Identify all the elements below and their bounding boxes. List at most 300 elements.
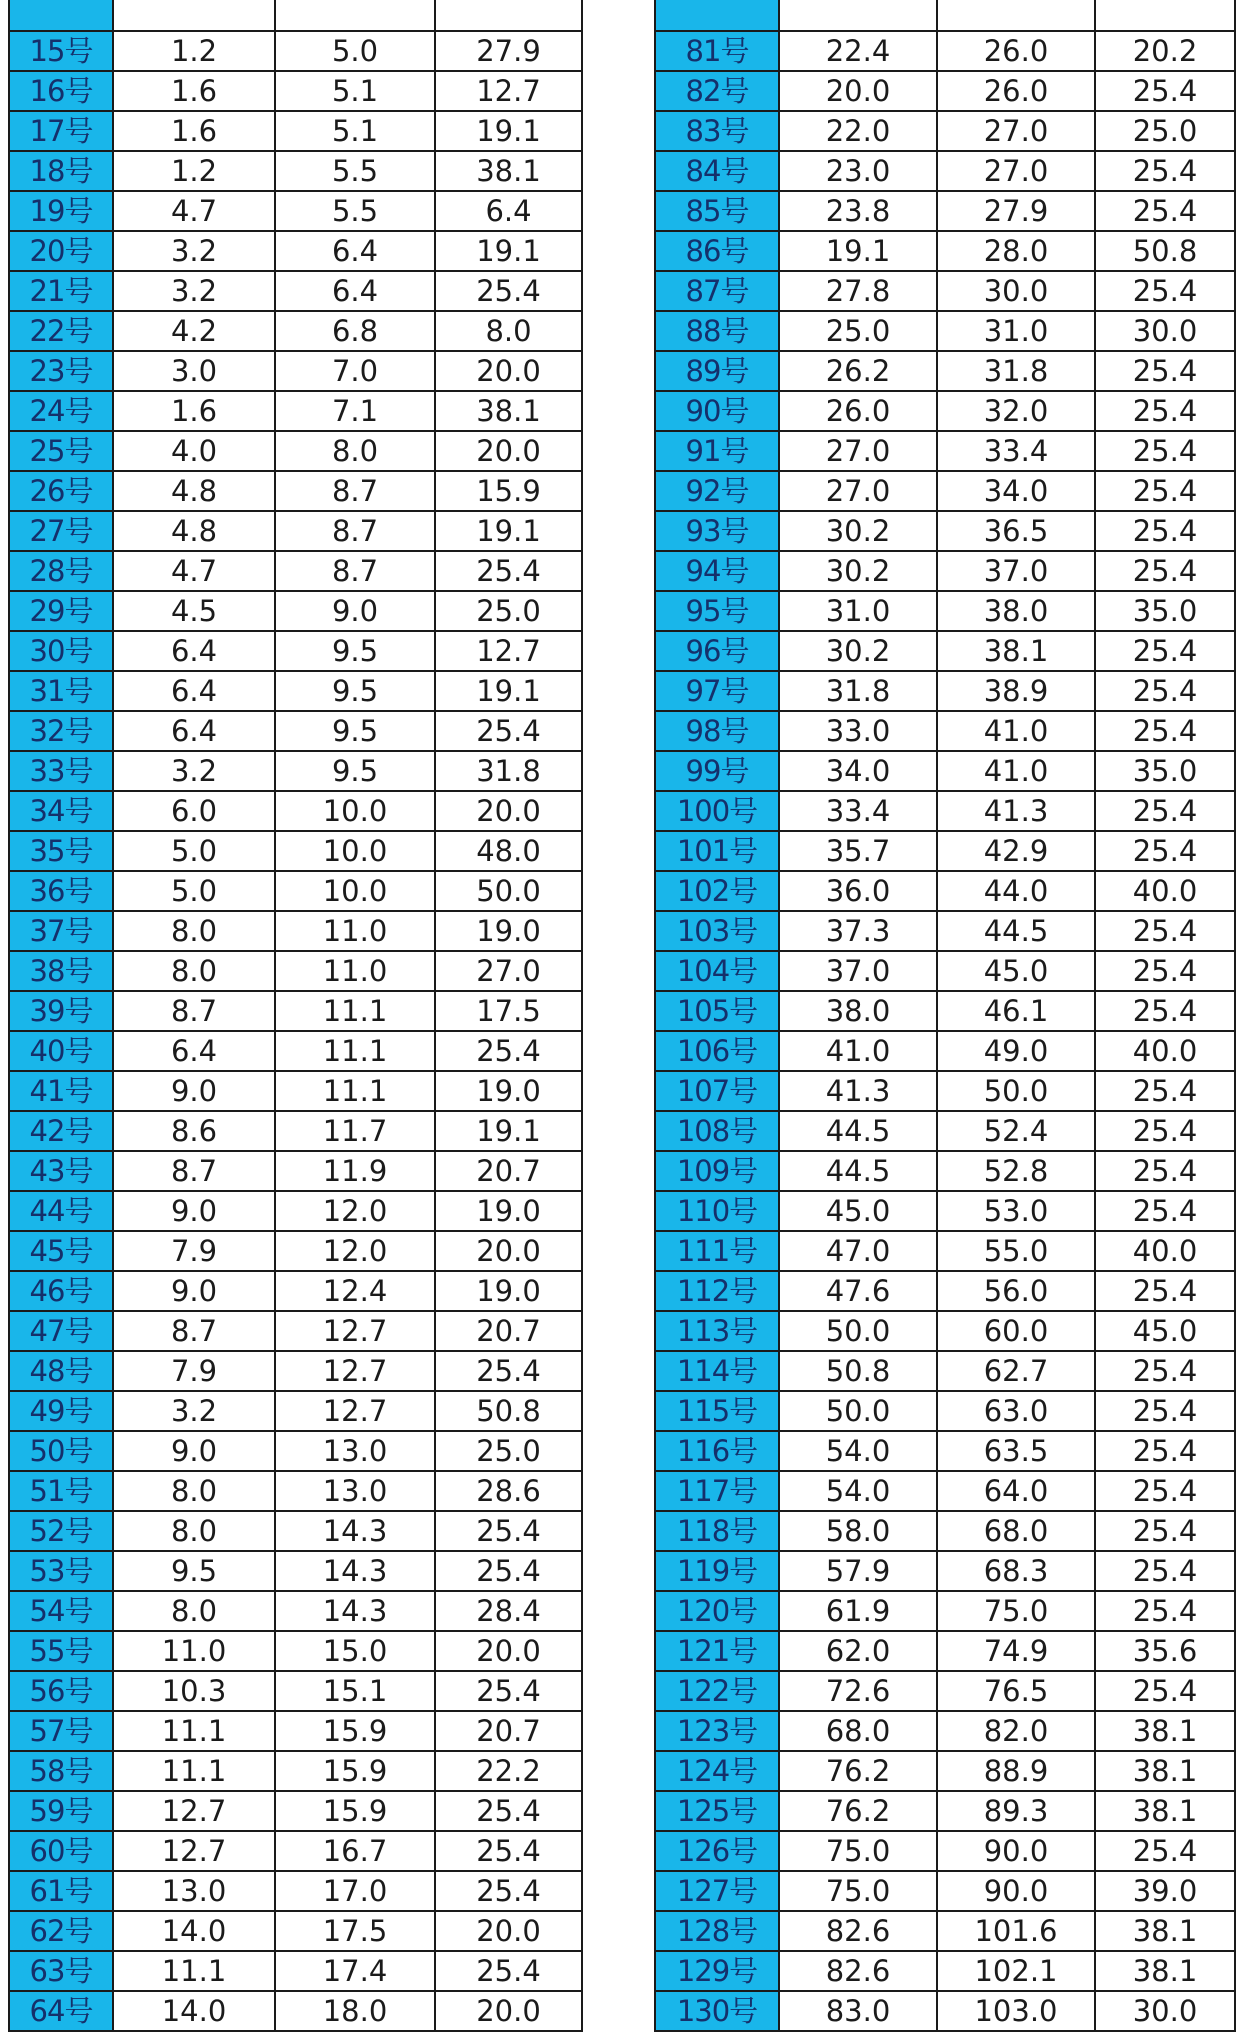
dimension-cell[interactable]: 40.0 xyxy=(1095,871,1235,911)
size-number-cell[interactable]: 117号 xyxy=(655,1471,779,1511)
dimension-cell[interactable]: 50.0 xyxy=(435,871,582,911)
size-number-cell[interactable]: 29号 xyxy=(9,591,113,631)
dimension-cell[interactable]: 50.8 xyxy=(435,1391,582,1431)
dimension-cell[interactable]: 27.0 xyxy=(779,471,937,511)
size-number-cell[interactable]: 91号 xyxy=(655,431,779,471)
dimension-cell[interactable]: 25.4 xyxy=(1095,951,1235,991)
dimension-cell[interactable]: 8.0 xyxy=(113,1471,275,1511)
size-number-cell[interactable]: 105号 xyxy=(655,991,779,1031)
dimension-cell[interactable]: 82.6 xyxy=(779,1911,937,1951)
dimension-cell[interactable]: 25.4 xyxy=(1095,1111,1235,1151)
size-number-cell[interactable] xyxy=(9,0,113,31)
dimension-cell[interactable]: 6.4 xyxy=(275,231,435,271)
dimension-cell[interactable]: 6.4 xyxy=(113,1031,275,1071)
dimension-cell[interactable]: 17.0 xyxy=(275,1871,435,1911)
size-number-cell[interactable]: 100号 xyxy=(655,791,779,831)
dimension-cell[interactable]: 25.4 xyxy=(435,1031,582,1071)
dimension-cell[interactable]: 45.0 xyxy=(937,951,1095,991)
size-number-cell[interactable]: 41号 xyxy=(9,1071,113,1111)
dimension-cell[interactable]: 44.5 xyxy=(779,1151,937,1191)
dimension-cell[interactable]: 9.5 xyxy=(113,1551,275,1591)
dimension-cell[interactable]: 27.0 xyxy=(937,111,1095,151)
dimension-cell[interactable]: 20.2 xyxy=(1095,31,1235,71)
dimension-cell[interactable]: 25.4 xyxy=(435,711,582,751)
dimension-cell[interactable]: 5.0 xyxy=(113,831,275,871)
dimension-cell[interactable]: 17.5 xyxy=(275,1911,435,1951)
dimension-cell[interactable]: 9.5 xyxy=(275,711,435,751)
size-number-cell[interactable]: 18号 xyxy=(9,151,113,191)
dimension-cell[interactable]: 8.6 xyxy=(113,1111,275,1151)
size-number-cell[interactable]: 92号 xyxy=(655,471,779,511)
dimension-cell[interactable]: 20.0 xyxy=(435,1631,582,1671)
dimension-cell[interactable]: 6.0 xyxy=(113,791,275,831)
dimension-cell[interactable]: 25.4 xyxy=(435,1951,582,1991)
dimension-cell[interactable]: 1.2 xyxy=(113,151,275,191)
dimension-cell[interactable]: 25.4 xyxy=(1095,1431,1235,1471)
dimension-cell[interactable]: 63.5 xyxy=(937,1431,1095,1471)
dimension-cell[interactable]: 27.9 xyxy=(937,191,1095,231)
dimension-cell[interactable]: 44.0 xyxy=(937,871,1095,911)
dimension-cell[interactable]: 8.7 xyxy=(275,511,435,551)
size-number-cell[interactable]: 87号 xyxy=(655,271,779,311)
dimension-cell[interactable]: 19.1 xyxy=(435,231,582,271)
dimension-cell[interactable]: 12.7 xyxy=(113,1831,275,1871)
dimension-cell[interactable]: 38.1 xyxy=(1095,1951,1235,1991)
dimension-cell[interactable]: 1.6 xyxy=(113,111,275,151)
size-number-cell[interactable]: 62号 xyxy=(9,1911,113,1951)
size-number-cell[interactable]: 111号 xyxy=(655,1231,779,1271)
dimension-cell[interactable]: 20.0 xyxy=(435,351,582,391)
dimension-cell[interactable]: 35.7 xyxy=(779,831,937,871)
dimension-cell[interactable]: 22.0 xyxy=(779,111,937,151)
dimension-cell[interactable]: 25.4 xyxy=(1095,1151,1235,1191)
dimension-cell[interactable]: 31.8 xyxy=(779,671,937,711)
size-number-cell[interactable]: 28号 xyxy=(9,551,113,591)
size-number-cell[interactable]: 106号 xyxy=(655,1031,779,1071)
size-number-cell[interactable]: 54号 xyxy=(9,1591,113,1631)
size-number-cell[interactable]: 24号 xyxy=(9,391,113,431)
dimension-cell[interactable]: 15.9 xyxy=(275,1791,435,1831)
size-number-cell[interactable]: 86号 xyxy=(655,231,779,271)
dimension-cell[interactable]: 6.4 xyxy=(113,631,275,671)
dimension-cell[interactable]: 8.0 xyxy=(113,951,275,991)
dimension-cell[interactable]: 7.0 xyxy=(275,351,435,391)
dimension-cell[interactable]: 38.1 xyxy=(435,151,582,191)
dimension-cell[interactable]: 39.0 xyxy=(1095,1871,1235,1911)
dimension-cell[interactable]: 15.0 xyxy=(275,1631,435,1671)
size-number-cell[interactable]: 64号 xyxy=(9,1991,113,2031)
dimension-cell[interactable]: 45.0 xyxy=(779,1191,937,1231)
dimension-cell[interactable]: 25.4 xyxy=(1095,1591,1235,1631)
dimension-cell[interactable]: 9.0 xyxy=(113,1271,275,1311)
dimension-cell[interactable]: 89.3 xyxy=(937,1791,1095,1831)
dimension-cell[interactable]: 25.0 xyxy=(779,311,937,351)
dimension-cell[interactable] xyxy=(275,0,435,31)
dimension-cell[interactable]: 25.4 xyxy=(1095,151,1235,191)
dimension-cell[interactable]: 10.3 xyxy=(113,1671,275,1711)
dimension-cell[interactable]: 28.6 xyxy=(435,1471,582,1511)
dimension-cell[interactable]: 15.1 xyxy=(275,1671,435,1711)
size-number-cell[interactable]: 44号 xyxy=(9,1191,113,1231)
dimension-cell[interactable]: 25.4 xyxy=(1095,511,1235,551)
dimension-cell[interactable]: 25.4 xyxy=(1095,1391,1235,1431)
size-number-cell[interactable]: 94号 xyxy=(655,551,779,591)
dimension-cell[interactable]: 50.0 xyxy=(779,1391,937,1431)
size-number-cell[interactable]: 98号 xyxy=(655,711,779,751)
dimension-cell[interactable]: 11.1 xyxy=(113,1751,275,1791)
size-number-cell[interactable]: 119号 xyxy=(655,1551,779,1591)
size-number-cell[interactable]: 88号 xyxy=(655,311,779,351)
size-number-cell[interactable]: 121号 xyxy=(655,1631,779,1671)
dimension-cell[interactable]: 3.2 xyxy=(113,271,275,311)
size-number-cell[interactable]: 99号 xyxy=(655,751,779,791)
dimension-cell[interactable]: 82.6 xyxy=(779,1951,937,1991)
size-number-cell[interactable]: 35号 xyxy=(9,831,113,871)
dimension-cell[interactable]: 27.8 xyxy=(779,271,937,311)
dimension-cell[interactable]: 25.4 xyxy=(435,1511,582,1551)
dimension-cell[interactable]: 102.1 xyxy=(937,1951,1095,1991)
dimension-cell[interactable]: 4.8 xyxy=(113,471,275,511)
dimension-cell[interactable]: 10.0 xyxy=(275,791,435,831)
dimension-cell[interactable]: 88.9 xyxy=(937,1751,1095,1791)
size-number-cell[interactable]: 90号 xyxy=(655,391,779,431)
dimension-cell[interactable]: 11.7 xyxy=(275,1111,435,1151)
dimension-cell[interactable]: 53.0 xyxy=(937,1191,1095,1231)
dimension-cell[interactable]: 37.0 xyxy=(937,551,1095,591)
dimension-cell[interactable]: 11.0 xyxy=(275,951,435,991)
dimension-cell[interactable]: 5.5 xyxy=(275,151,435,191)
dimension-cell[interactable]: 75.0 xyxy=(779,1871,937,1911)
size-number-cell[interactable]: 93号 xyxy=(655,511,779,551)
dimension-cell[interactable]: 28.4 xyxy=(435,1591,582,1631)
size-number-cell[interactable]: 23号 xyxy=(9,351,113,391)
dimension-cell[interactable]: 101.6 xyxy=(937,1911,1095,1951)
size-number-cell[interactable]: 17号 xyxy=(9,111,113,151)
size-number-cell[interactable]: 107号 xyxy=(655,1071,779,1111)
dimension-cell[interactable]: 50.8 xyxy=(1095,231,1235,271)
dimension-cell[interactable]: 3.2 xyxy=(113,1391,275,1431)
dimension-cell[interactable]: 27.0 xyxy=(435,951,582,991)
size-number-cell[interactable]: 43号 xyxy=(9,1151,113,1191)
dimension-cell[interactable]: 1.6 xyxy=(113,71,275,111)
dimension-cell[interactable]: 19.1 xyxy=(779,231,937,271)
dimension-cell[interactable]: 57.9 xyxy=(779,1551,937,1591)
size-number-cell[interactable]: 39号 xyxy=(9,991,113,1031)
size-number-cell[interactable]: 123号 xyxy=(655,1711,779,1751)
dimension-cell[interactable]: 14.0 xyxy=(113,1991,275,2031)
dimension-cell[interactable]: 10.0 xyxy=(275,871,435,911)
dimension-cell[interactable]: 8.0 xyxy=(113,911,275,951)
dimension-cell[interactable]: 30.0 xyxy=(1095,1991,1235,2031)
dimension-cell[interactable]: 19.0 xyxy=(435,911,582,951)
size-number-cell[interactable]: 31号 xyxy=(9,671,113,711)
dimension-cell[interactable]: 68.0 xyxy=(779,1711,937,1751)
dimension-cell[interactable]: 76.2 xyxy=(779,1791,937,1831)
size-number-cell[interactable]: 49号 xyxy=(9,1391,113,1431)
dimension-cell[interactable]: 20.0 xyxy=(435,1991,582,2031)
size-number-cell[interactable]: 32号 xyxy=(9,711,113,751)
size-number-cell[interactable]: 118号 xyxy=(655,1511,779,1551)
dimension-cell[interactable]: 9.0 xyxy=(113,1191,275,1231)
dimension-cell[interactable]: 25.4 xyxy=(435,551,582,591)
dimension-cell[interactable]: 72.6 xyxy=(779,1671,937,1711)
dimension-cell[interactable]: 31.0 xyxy=(937,311,1095,351)
dimension-cell[interactable]: 17.5 xyxy=(435,991,582,1031)
dimension-cell[interactable]: 25.4 xyxy=(1095,1551,1235,1591)
size-number-cell[interactable]: 36号 xyxy=(9,871,113,911)
dimension-cell[interactable]: 25.4 xyxy=(1095,1511,1235,1551)
dimension-cell[interactable] xyxy=(113,0,275,31)
dimension-cell[interactable]: 8.7 xyxy=(113,1311,275,1351)
dimension-cell[interactable]: 1.6 xyxy=(113,391,275,431)
dimension-cell[interactable]: 19.0 xyxy=(435,1191,582,1231)
dimension-cell[interactable]: 18.0 xyxy=(275,1991,435,2031)
size-number-cell[interactable]: 97号 xyxy=(655,671,779,711)
dimension-cell[interactable]: 25.4 xyxy=(435,271,582,311)
dimension-cell[interactable]: 52.8 xyxy=(937,1151,1095,1191)
size-number-cell[interactable]: 63号 xyxy=(9,1951,113,1991)
dimension-cell[interactable]: 25.4 xyxy=(1095,1671,1235,1711)
dimension-cell[interactable]: 6.4 xyxy=(113,671,275,711)
size-number-cell[interactable]: 122号 xyxy=(655,1671,779,1711)
dimension-cell[interactable]: 13.0 xyxy=(275,1431,435,1471)
dimension-cell[interactable]: 20.7 xyxy=(435,1311,582,1351)
dimension-cell[interactable]: 103.0 xyxy=(937,1991,1095,2031)
dimension-cell[interactable]: 16.7 xyxy=(275,1831,435,1871)
dimension-cell[interactable]: 62.7 xyxy=(937,1351,1095,1391)
dimension-cell[interactable]: 15.9 xyxy=(435,471,582,511)
dimension-cell[interactable]: 4.7 xyxy=(113,191,275,231)
dimension-cell[interactable]: 28.0 xyxy=(937,231,1095,271)
dimension-cell[interactable]: 12.7 xyxy=(435,71,582,111)
size-number-cell[interactable]: 127号 xyxy=(655,1871,779,1911)
dimension-cell[interactable]: 20.7 xyxy=(435,1151,582,1191)
size-number-cell[interactable]: 81号 xyxy=(655,31,779,71)
dimension-cell[interactable]: 20.0 xyxy=(779,71,937,111)
dimension-cell[interactable]: 8.0 xyxy=(435,311,582,351)
size-number-cell[interactable]: 115号 xyxy=(655,1391,779,1431)
dimension-cell[interactable]: 25.4 xyxy=(1095,671,1235,711)
dimension-cell[interactable]: 25.4 xyxy=(1095,631,1235,671)
dimension-cell[interactable]: 25.4 xyxy=(1095,1271,1235,1311)
dimension-cell[interactable]: 11.1 xyxy=(113,1711,275,1751)
dimension-cell[interactable]: 19.1 xyxy=(435,1111,582,1151)
dimension-cell[interactable]: 12.7 xyxy=(275,1311,435,1351)
dimension-cell[interactable]: 38.0 xyxy=(779,991,937,1031)
size-number-cell[interactable]: 42号 xyxy=(9,1111,113,1151)
dimension-cell[interactable]: 61.9 xyxy=(779,1591,937,1631)
size-number-cell[interactable]: 109号 xyxy=(655,1151,779,1191)
dimension-cell[interactable]: 25.4 xyxy=(1095,791,1235,831)
dimension-cell[interactable]: 33.4 xyxy=(779,791,937,831)
dimension-cell[interactable]: 30.0 xyxy=(937,271,1095,311)
size-number-cell[interactable]: 27号 xyxy=(9,511,113,551)
size-number-cell[interactable]: 58号 xyxy=(9,1751,113,1791)
dimension-cell[interactable]: 41.0 xyxy=(937,711,1095,751)
dimension-cell[interactable]: 54.0 xyxy=(779,1471,937,1511)
dimension-cell[interactable]: 12.0 xyxy=(275,1191,435,1231)
dimension-cell[interactable]: 26.0 xyxy=(937,71,1095,111)
size-number-cell[interactable]: 60号 xyxy=(9,1831,113,1871)
size-number-cell[interactable]: 47号 xyxy=(9,1311,113,1351)
dimension-cell[interactable]: 47.0 xyxy=(779,1231,937,1271)
dimension-cell[interactable]: 25.4 xyxy=(1095,1471,1235,1511)
dimension-cell[interactable]: 25.4 xyxy=(1095,471,1235,511)
dimension-cell[interactable]: 83.0 xyxy=(779,1991,937,2031)
dimension-cell[interactable]: 52.4 xyxy=(937,1111,1095,1151)
dimension-cell[interactable]: 11.0 xyxy=(275,911,435,951)
size-number-cell[interactable]: 21号 xyxy=(9,271,113,311)
dimension-cell[interactable]: 11.1 xyxy=(275,1031,435,1071)
dimension-cell[interactable]: 27.0 xyxy=(937,151,1095,191)
dimension-cell[interactable]: 60.0 xyxy=(937,1311,1095,1351)
dimension-cell[interactable]: 64.0 xyxy=(937,1471,1095,1511)
size-number-cell[interactable]: 82号 xyxy=(655,71,779,111)
size-number-cell[interactable]: 125号 xyxy=(655,1791,779,1831)
dimension-cell[interactable]: 12.0 xyxy=(275,1231,435,1271)
size-number-cell[interactable]: 45号 xyxy=(9,1231,113,1271)
size-number-cell[interactable]: 103号 xyxy=(655,911,779,951)
dimension-cell[interactable]: 68.0 xyxy=(937,1511,1095,1551)
dimension-cell[interactable]: 20.0 xyxy=(435,791,582,831)
dimension-cell[interactable]: 82.0 xyxy=(937,1711,1095,1751)
dimension-cell[interactable]: 41.0 xyxy=(937,751,1095,791)
dimension-cell[interactable]: 25.4 xyxy=(1095,1831,1235,1871)
dimension-cell[interactable]: 41.3 xyxy=(779,1071,937,1111)
dimension-cell[interactable]: 6.4 xyxy=(113,711,275,751)
dimension-cell[interactable]: 25.4 xyxy=(435,1871,582,1911)
dimension-cell[interactable]: 7.1 xyxy=(275,391,435,431)
size-number-cell[interactable]: 130号 xyxy=(655,1991,779,2031)
dimension-cell[interactable] xyxy=(435,0,582,31)
dimension-cell[interactable]: 11.1 xyxy=(275,1071,435,1111)
dimension-cell[interactable]: 25.0 xyxy=(435,591,582,631)
dimension-cell[interactable]: 9.0 xyxy=(275,591,435,631)
dimension-cell[interactable]: 25.4 xyxy=(1095,431,1235,471)
dimension-cell[interactable]: 19.0 xyxy=(435,1271,582,1311)
dimension-cell[interactable]: 8.0 xyxy=(113,1511,275,1551)
size-number-cell[interactable]: 102号 xyxy=(655,871,779,911)
size-number-cell[interactable]: 48号 xyxy=(9,1351,113,1391)
size-number-cell[interactable]: 51号 xyxy=(9,1471,113,1511)
size-number-cell[interactable]: 113号 xyxy=(655,1311,779,1351)
dimension-cell[interactable]: 4.8 xyxy=(113,511,275,551)
dimension-cell[interactable]: 42.9 xyxy=(937,831,1095,871)
dimension-cell[interactable]: 4.5 xyxy=(113,591,275,631)
size-number-cell[interactable]: 22号 xyxy=(9,311,113,351)
dimension-cell[interactable]: 25.4 xyxy=(1095,1351,1235,1391)
size-number-cell[interactable]: 26号 xyxy=(9,471,113,511)
dimension-cell[interactable]: 25.4 xyxy=(435,1351,582,1391)
size-number-cell[interactable]: 20号 xyxy=(9,231,113,271)
dimension-cell[interactable]: 8.7 xyxy=(113,1151,275,1191)
size-number-cell[interactable]: 95号 xyxy=(655,591,779,631)
dimension-cell[interactable]: 26.0 xyxy=(779,391,937,431)
dimension-cell[interactable]: 20.0 xyxy=(435,1911,582,1951)
dimension-cell[interactable]: 38.1 xyxy=(937,631,1095,671)
size-number-cell[interactable]: 120号 xyxy=(655,1591,779,1631)
dimension-cell[interactable]: 47.6 xyxy=(779,1271,937,1311)
dimension-cell[interactable]: 25.4 xyxy=(1095,1191,1235,1231)
dimension-cell[interactable]: 3.0 xyxy=(113,351,275,391)
dimension-cell[interactable]: 25.4 xyxy=(1095,391,1235,431)
dimension-cell[interactable]: 75.0 xyxy=(937,1591,1095,1631)
dimension-cell[interactable]: 25.4 xyxy=(1095,1071,1235,1111)
size-number-cell[interactable]: 56号 xyxy=(9,1671,113,1711)
size-number-cell[interactable]: 104号 xyxy=(655,951,779,991)
dimension-cell[interactable]: 3.2 xyxy=(113,751,275,791)
dimension-cell[interactable]: 4.7 xyxy=(113,551,275,591)
dimension-cell[interactable]: 50.8 xyxy=(779,1351,937,1391)
dimension-cell[interactable]: 40.0 xyxy=(1095,1231,1235,1271)
dimension-cell[interactable]: 46.1 xyxy=(937,991,1095,1031)
dimension-cell[interactable]: 26.2 xyxy=(779,351,937,391)
dimension-cell[interactable]: 50.0 xyxy=(779,1311,937,1351)
dimension-cell[interactable]: 32.0 xyxy=(937,391,1095,431)
dimension-cell[interactable]: 27.0 xyxy=(779,431,937,471)
dimension-cell[interactable]: 34.0 xyxy=(937,471,1095,511)
dimension-cell[interactable]: 36.5 xyxy=(937,511,1095,551)
dimension-cell[interactable]: 13.0 xyxy=(275,1471,435,1511)
dimension-cell[interactable]: 19.1 xyxy=(435,511,582,551)
dimension-cell[interactable]: 23.8 xyxy=(779,191,937,231)
dimension-cell[interactable]: 25.4 xyxy=(1095,271,1235,311)
size-number-cell[interactable]: 116号 xyxy=(655,1431,779,1471)
dimension-cell[interactable]: 31.8 xyxy=(937,351,1095,391)
dimension-cell[interactable]: 9.0 xyxy=(113,1431,275,1471)
dimension-cell[interactable] xyxy=(779,0,937,31)
dimension-cell[interactable]: 25.4 xyxy=(1095,351,1235,391)
dimension-cell[interactable]: 11.0 xyxy=(113,1631,275,1671)
dimension-cell[interactable]: 36.0 xyxy=(779,871,937,911)
dimension-cell[interactable]: 76.5 xyxy=(937,1671,1095,1711)
dimension-cell[interactable]: 9.5 xyxy=(275,671,435,711)
size-number-cell[interactable]: 85号 xyxy=(655,191,779,231)
dimension-cell[interactable]: 9.0 xyxy=(113,1071,275,1111)
dimension-cell[interactable]: 14.3 xyxy=(275,1511,435,1551)
dimension-cell[interactable]: 9.5 xyxy=(275,631,435,671)
size-number-cell[interactable]: 52号 xyxy=(9,1511,113,1551)
dimension-cell[interactable]: 11.9 xyxy=(275,1151,435,1191)
dimension-cell[interactable]: 19.1 xyxy=(435,111,582,151)
size-number-cell[interactable]: 108号 xyxy=(655,1111,779,1151)
dimension-cell[interactable]: 25.4 xyxy=(1095,831,1235,871)
dimension-cell[interactable]: 49.0 xyxy=(937,1031,1095,1071)
dimension-cell[interactable]: 26.0 xyxy=(937,31,1095,71)
dimension-cell[interactable]: 5.1 xyxy=(275,71,435,111)
size-number-cell[interactable]: 126号 xyxy=(655,1831,779,1871)
dimension-cell[interactable]: 27.9 xyxy=(435,31,582,71)
dimension-cell[interactable]: 38.9 xyxy=(937,671,1095,711)
dimension-cell[interactable]: 48.0 xyxy=(435,831,582,871)
dimension-cell[interactable]: 14.3 xyxy=(275,1591,435,1631)
dimension-cell[interactable]: 3.2 xyxy=(113,231,275,271)
dimension-cell[interactable]: 25.4 xyxy=(1095,191,1235,231)
size-number-cell[interactable]: 53号 xyxy=(9,1551,113,1591)
dimension-cell[interactable]: 4.0 xyxy=(113,431,275,471)
size-number-cell[interactable]: 89号 xyxy=(655,351,779,391)
dimension-cell[interactable]: 9.5 xyxy=(275,751,435,791)
dimension-cell[interactable]: 8.0 xyxy=(113,1591,275,1631)
dimension-cell[interactable]: 25.4 xyxy=(435,1671,582,1711)
dimension-cell[interactable]: 30.2 xyxy=(779,631,937,671)
dimension-cell[interactable]: 63.0 xyxy=(937,1391,1095,1431)
dimension-cell[interactable] xyxy=(937,0,1095,31)
dimension-cell[interactable]: 38.1 xyxy=(435,391,582,431)
dimension-cell[interactable]: 15.9 xyxy=(275,1751,435,1791)
size-number-cell[interactable]: 15号 xyxy=(9,31,113,71)
dimension-cell[interactable]: 38.1 xyxy=(1095,1791,1235,1831)
